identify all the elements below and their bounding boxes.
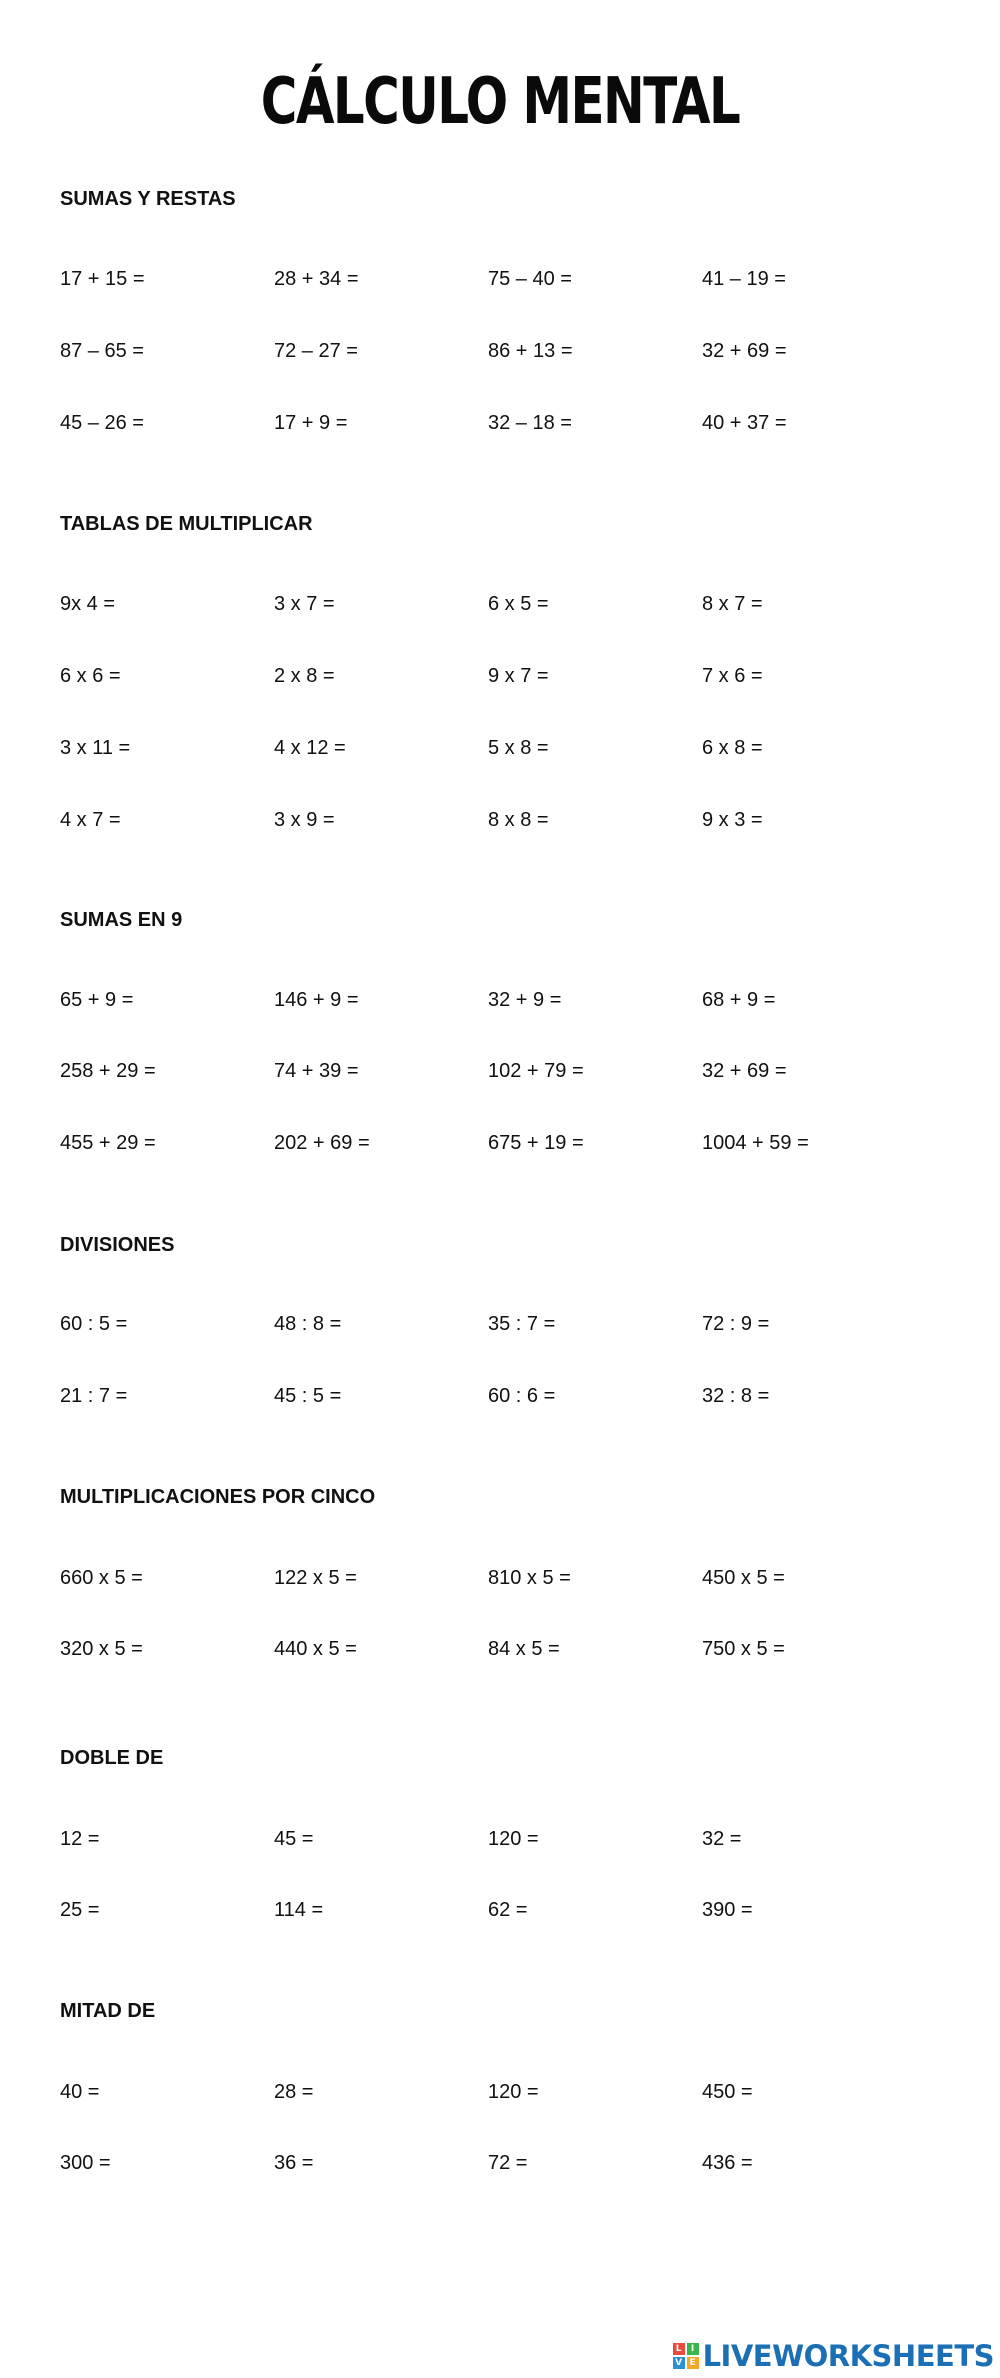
exercise-row (60, 661, 940, 691)
exercise-item: 32 – 18 = (488, 412, 572, 434)
exercise-item: 25 = (60, 1899, 100, 1921)
exercise-row (60, 1128, 940, 1158)
exercise-item: 390 = (702, 1899, 753, 1921)
exercise-item: 9x 4 = (60, 593, 116, 615)
exercise-item: 3 x 9 = (274, 809, 335, 831)
exercise-item: 40 = (60, 2081, 100, 2103)
exercise-item: 74 + 39 = (274, 1060, 359, 1082)
exercise-item: 84 x 5 = (488, 1638, 560, 1660)
liveworksheets-logo[interactable] (673, 2338, 994, 2374)
exercise-row (60, 2077, 940, 2107)
exercise-item: 36 = (274, 2152, 314, 2174)
exercise-item: 120 = (488, 2081, 539, 2103)
exercise-row (60, 2148, 940, 2178)
exercise-item: 8 x 7 = (702, 593, 763, 615)
exercise-item: 32 + 69 = (702, 1060, 787, 1082)
exercise-item: 72 : 9 = (702, 1313, 770, 1335)
exercise-item: 320 x 5 = (60, 1638, 143, 1660)
exercise-item: 258 + 29 = (60, 1060, 156, 1082)
section-heading-multiplicaciones-por-cinco: MULTIPLICACIONES POR CINCO (60, 1486, 376, 1508)
logo-tile-e: E (687, 2357, 699, 2369)
exercise-item: 3 x 7 = (274, 593, 335, 615)
exercise-item: 450 = (702, 2081, 753, 2103)
exercise-item: 114 = (274, 1899, 324, 1921)
exercise-item: 72 = (488, 2152, 528, 2174)
exercise-item: 28 = (274, 2081, 314, 2103)
exercise-row (60, 733, 940, 763)
logo-tile-l: L (673, 2343, 685, 2355)
exercise-item: 122 x 5 = (274, 1567, 357, 1589)
exercise-row (60, 336, 940, 366)
exercise-item: 32 = (702, 1828, 742, 1850)
exercise-item: 65 + 9 = (60, 989, 134, 1011)
exercise-item: 120 = (488, 1828, 539, 1850)
exercise-item: 41 – 19 = (702, 268, 786, 290)
exercise-row (60, 589, 940, 619)
exercise-item: 5 x 8 = (488, 737, 549, 759)
exercise-row (60, 1381, 940, 1411)
exercise-item: 17 + 9 = (274, 412, 348, 434)
exercise-item: 45 = (274, 1828, 314, 1850)
logo-tile-v: V (673, 2357, 685, 2369)
exercise-item: 45 – 26 = (60, 412, 144, 434)
exercise-item: 102 + 79 = (488, 1060, 584, 1082)
exercise-row (60, 1634, 940, 1664)
exercise-row (60, 985, 940, 1015)
exercise-item: 40 + 37 = (702, 412, 787, 434)
exercise-item: 675 + 19 = (488, 1132, 584, 1154)
exercise-item: 7 x 6 = (702, 665, 763, 687)
section-heading-divisiones: DIVISIONES (60, 1234, 175, 1256)
exercise-item: 436 = (702, 2152, 753, 2174)
exercise-item: 48 : 8 = (274, 1313, 342, 1335)
exercise-item: 1004 + 59 = (702, 1132, 809, 1154)
exercise-item: 68 + 9 = (702, 989, 776, 1011)
exercise-row (60, 264, 940, 294)
exercise-item: 660 x 5 = (60, 1567, 143, 1589)
logo-tile-i: I (687, 2343, 699, 2355)
exercise-item: 87 – 65 = (60, 340, 144, 362)
liveworksheets-logo-text: LIVEWORKSHEETS (702, 2339, 994, 2373)
exercise-item: 75 – 40 = (488, 268, 572, 290)
exercise-row (60, 1309, 940, 1339)
exercise-item: 60 : 6 = (488, 1385, 556, 1407)
exercise-item: 6 x 8 = (702, 737, 763, 759)
exercise-item: 202 + 69 = (274, 1132, 370, 1154)
section-heading-doble-de: DOBLE DE (60, 1747, 164, 1769)
exercise-item: 450 x 5 = (702, 1567, 785, 1589)
exercise-item: 12 = (60, 1828, 100, 1850)
exercise-item: 6 x 5 = (488, 593, 549, 615)
section-heading-sumas-en-9: SUMAS EN 9 (60, 909, 183, 931)
exercise-item: 2 x 8 = (274, 665, 335, 687)
exercise-row (60, 805, 940, 835)
exercise-item: 8 x 8 = (488, 809, 549, 831)
exercise-item: 45 : 5 = (274, 1385, 342, 1407)
exercise-row (60, 1056, 940, 1086)
exercise-item: 9 x 7 = (488, 665, 549, 687)
section-heading-sumas-y-restas: SUMAS Y RESTAS (60, 188, 236, 210)
exercise-item: 440 x 5 = (274, 1638, 357, 1660)
exercise-item: 300 = (60, 2152, 111, 2174)
exercise-item: 32 : 8 = (702, 1385, 770, 1407)
exercise-item: 62 = (488, 1899, 528, 1921)
exercise-item: 72 – 27 = (274, 340, 358, 362)
exercise-item: 455 + 29 = (60, 1132, 156, 1154)
exercise-row (60, 1563, 940, 1593)
exercise-row (60, 408, 940, 438)
exercise-row (60, 1895, 940, 1925)
exercise-row (60, 1824, 940, 1854)
exercise-item: 146 + 9 = (274, 989, 359, 1011)
exercise-item: 9 x 3 = (702, 809, 763, 831)
exercise-item: 3 x 11 = (60, 737, 131, 759)
exercise-item: 810 x 5 = (488, 1567, 571, 1589)
section-heading-mitad-de: MITAD DE (60, 2000, 156, 2022)
page-title: CÁLCULO MENTAL (260, 65, 740, 139)
exercise-item: 28 + 34 = (274, 268, 359, 290)
exercise-item: 32 + 9 = (488, 989, 562, 1011)
exercise-item: 750 x 5 = (702, 1638, 785, 1660)
exercise-item: 17 + 15 = (60, 268, 145, 290)
exercise-item: 6 x 6 = (60, 665, 121, 687)
liveworksheets-logo-icon (673, 2343, 699, 2369)
exercise-item: 32 + 69 = (702, 340, 787, 362)
exercise-item: 86 + 13 = (488, 340, 573, 362)
exercise-item: 21 : 7 = (60, 1385, 128, 1407)
section-heading-tablas-de-multiplicar: TABLAS DE MULTIPLICAR (60, 513, 313, 535)
exercise-item: 35 : 7 = (488, 1313, 556, 1335)
exercise-item: 60 : 5 = (60, 1313, 128, 1335)
exercise-item: 4 x 7 = (60, 809, 121, 831)
exercise-item: 4 x 12 = (274, 737, 346, 759)
